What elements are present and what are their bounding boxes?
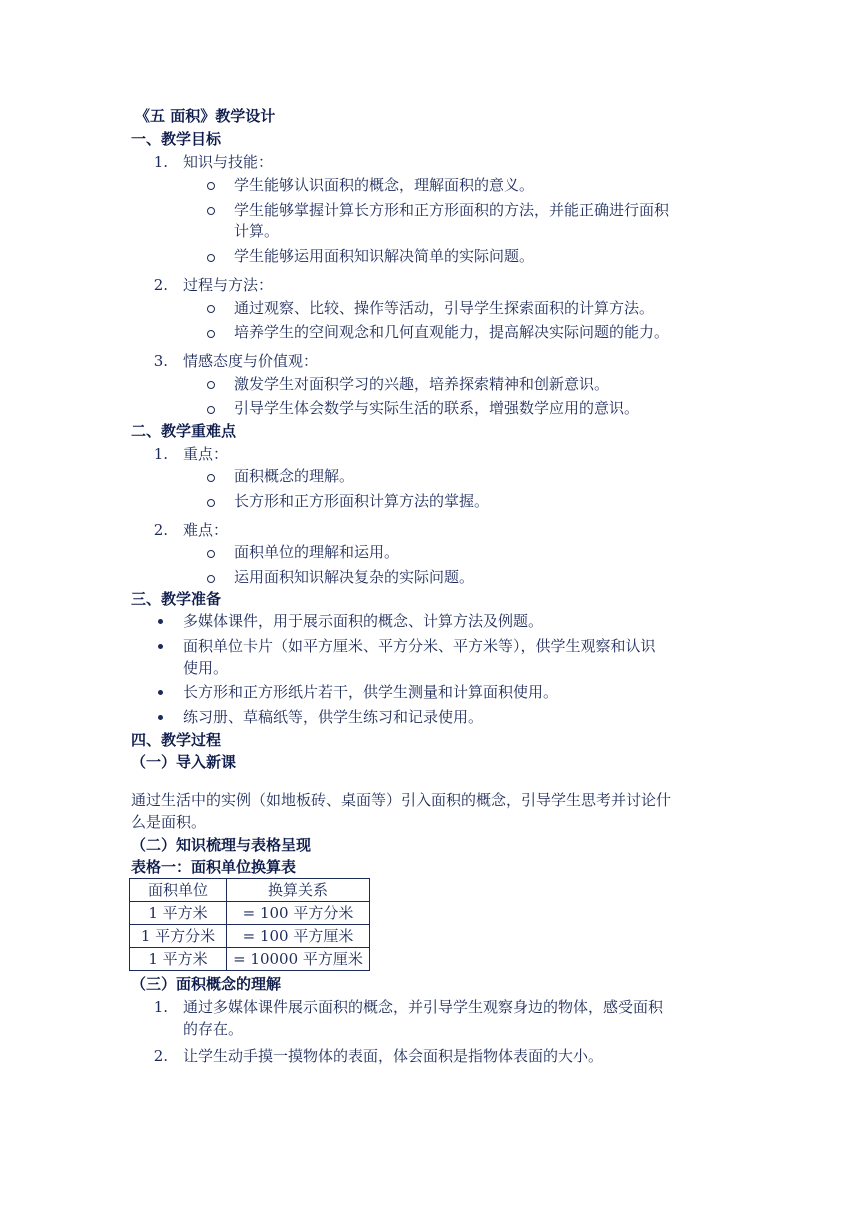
circle-bullet-icon: [207, 182, 215, 190]
table-row: [130, 948, 370, 971]
list-item-label: 情感态度与价值观：: [183, 352, 319, 370]
sub-item: 激发学生对面积学习的兴趣，培养探索精神和创新意识。: [234, 375, 610, 393]
circle-bullet-icon: [207, 305, 215, 313]
circle-bullet-icon: [207, 381, 215, 389]
sub-item: 通过观察、比较、操作等活动，引导学生探索面积的计算方法。: [234, 299, 655, 317]
bullet-item: 练习册、草稿纸等，供学生练习和记录使用。: [183, 708, 484, 726]
table-cell: 1 平方分米: [130, 925, 227, 948]
list-item-label: 知识与技能：: [183, 153, 274, 171]
section-2-heading: 二、教学重难点: [131, 422, 237, 440]
bullet-dot-icon: [158, 690, 163, 695]
paragraph-line: 么是面积。: [131, 813, 207, 831]
list-number: 3.: [153, 352, 168, 370]
subsection-heading: （一）导入新课: [131, 753, 237, 771]
subsection-heading: （二）知识梳理与表格呈现: [131, 836, 312, 854]
circle-bullet-icon: [207, 474, 215, 482]
circle-bullet-icon: [207, 550, 215, 558]
paragraph-line: 通过生活中的实例（如地板砖、桌面等）引入面积的概念，引导学生思考并讨论什: [131, 791, 672, 809]
list-item: 让学生动手摸一摸物体的表面，体会面积是指物体表面的大小。: [183, 1047, 604, 1065]
list-item-label: 过程与方法：: [183, 276, 274, 294]
sub-item: 面积单位的理解和运用。: [234, 543, 400, 561]
section-3-heading: 三、教学准备: [131, 590, 222, 608]
sub-item: 运用面积知识解决复杂的实际问题。: [234, 568, 475, 586]
circle-bullet-icon: [207, 207, 215, 215]
table-header-cell: 面积单位: [130, 879, 227, 902]
section-4-heading: 四、教学过程: [131, 731, 222, 749]
circle-bullet-icon: [207, 499, 215, 507]
list-number: 2.: [153, 1047, 168, 1065]
bullet-dot-icon: [158, 715, 163, 720]
list-number: 2.: [153, 521, 168, 539]
table-cell: 1 平方米: [130, 902, 227, 925]
circle-bullet-icon: [207, 575, 215, 583]
circle-bullet-icon: [207, 330, 215, 338]
table-row: [130, 902, 370, 925]
sub-item: 长方形和正方形面积计算方法的掌握。: [234, 492, 490, 510]
conversion-table: [129, 878, 370, 971]
table-header-cell: 换算关系: [227, 879, 370, 902]
section-1-heading: 一、教学目标: [131, 130, 222, 148]
bullet-item: 多媒体课件，用于展示面积的概念、计算方法及例题。: [183, 612, 544, 630]
sub-item: 学生能够掌握计算长方形和正方形面积的方法，并能正确进行面积: [234, 201, 670, 219]
sub-item: 面积概念的理解。: [234, 467, 355, 485]
sub-item: 培养学生的空间观念和几何直观能力，提高解决实际问题的能力。: [234, 323, 670, 341]
list-item-label: 重点：: [183, 445, 229, 463]
bullet-item-continuation: 使用。: [183, 659, 229, 677]
list-number: 1.: [153, 153, 168, 171]
list-item-label: 难点：: [183, 521, 229, 539]
sub-item: 学生能够运用面积知识解决简单的实际问题。: [234, 247, 535, 265]
subsection-heading: （三）面积概念的理解: [131, 975, 282, 993]
list-number: 1.: [153, 445, 168, 463]
list-number: 1.: [153, 998, 168, 1016]
bullet-dot-icon: [158, 644, 163, 649]
circle-bullet-icon: [207, 254, 215, 262]
table-header-row: [130, 879, 370, 902]
table-cell: = 10000 平方厘米: [227, 948, 370, 971]
list-number: 2.: [153, 276, 168, 294]
doc-title: 《五 面积》教学设计: [135, 107, 276, 125]
sub-item: 学生能够认识面积的概念，理解面积的意义。: [234, 176, 535, 194]
table-cell: = 100 平方厘米: [227, 925, 370, 948]
table-cell: 1 平方米: [130, 948, 227, 971]
list-item-continuation: 的存在。: [183, 1020, 244, 1038]
bullet-dot-icon: [158, 619, 163, 624]
circle-bullet-icon: [207, 406, 215, 414]
table-cell: = 100 平方分米: [227, 902, 370, 925]
bullet-item: 面积单位卡片（如平方厘米、平方分米、平方米等），供学生观察和认识: [183, 637, 656, 655]
list-item: 通过多媒体课件展示面积的概念，并引导学生观察身边的物体，感受面积: [183, 998, 664, 1016]
table-row: [130, 925, 370, 948]
table-title: 表格一：面积单位换算表: [131, 858, 297, 876]
sub-item: 引导学生体会数学与实际生活的联系，增强数学应用的意识。: [234, 399, 640, 417]
sub-item-continuation: 计算。: [234, 222, 280, 240]
bullet-item: 长方形和正方形纸片若干，供学生测量和计算面积使用。: [183, 683, 559, 701]
